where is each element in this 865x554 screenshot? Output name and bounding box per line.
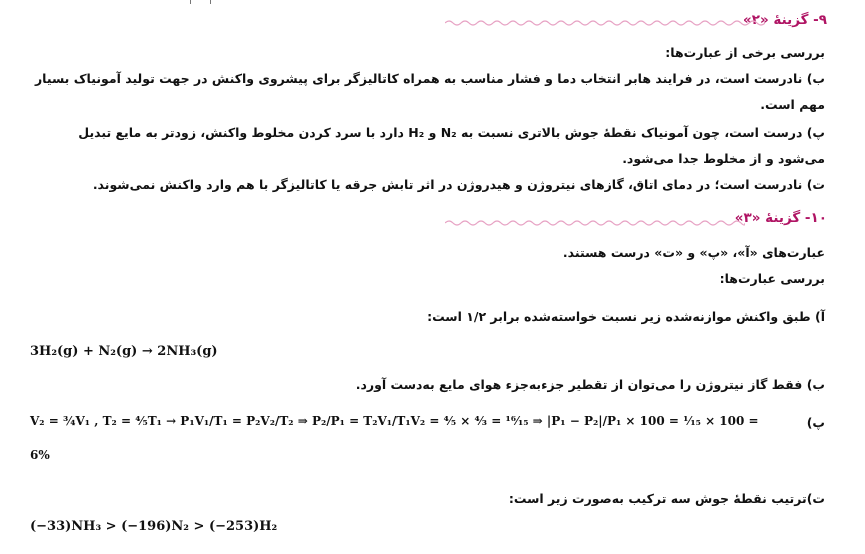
q9-review: بررسی برخی از عبارت‌ها: — [665, 45, 825, 60]
q10-t-formula: (−33)NH₃ > (−196)N₂ > (−253)H₂ — [30, 519, 278, 534]
q10-p-formula: V₂ = ¾V₁ , T₂ = ⁴⁄₅T₁ → P₁V₁/T₁ = P₂V₂/T₂ ⇒ P₂/P₁ = T₂V₁/T₁V₂ = ⁴⁄₅ × ⁴⁄₃ = ¹⁶⁄₁₅ ⇒ |P₁ − P₂|/P₁ × 100 = ¹⁄₁₅ × 100 = 6% — [30, 414, 759, 462]
q10-a-line: آ) طبق واکنش موازنه‌شده زیر نسبت خواسته‌شده برابر ۱/۲ است: — [427, 309, 825, 324]
q10-review: بررسی عبارت‌ها: — [719, 271, 825, 286]
q9-p-line1: پ) درست است، چون آمونیاک نقطهٔ جوش بالاتری نسبت به N₂ و H₂ دارد با سرد کردن مخلوط واکنش، زودتر به مایع تبدیل — [78, 125, 825, 140]
q10-a-formula: 3H₂(g) + N₂(g) → 2NH₃(g) — [30, 344, 218, 359]
q10-t-line: ت)ترتیب نقطهٔ جوش سه ترکیب به‌صورت زیر است: — [508, 491, 825, 506]
q9-b-line1: ب) نادرست است، در فرایند هابر انتخاب دما و فشار مناسب به همراه کاتالیزگر برای پیشروی واکنش در جهت تولید آمونیاک بسیار — [34, 71, 825, 86]
top-mark — [210, 0, 211, 4]
q10-wave-divider — [445, 219, 745, 227]
q9-header: ۹- گزینهٔ «۲» — [743, 12, 827, 28]
q10-header: ۱۰- گزینهٔ «۳» — [734, 210, 827, 226]
q10-p-label: پ) — [806, 415, 825, 430]
q9-p-line2: می‌شود و از مخلوط جدا می‌شود. — [622, 151, 825, 166]
q9-wave-divider — [445, 19, 765, 27]
top-mark — [190, 0, 191, 4]
q10-correct: عبارت‌های «آ»، «پ» و «ت» درست هستند. — [562, 245, 825, 260]
q10-b-line: ب) فقط گاز نیتروژن را می‌توان از تقطیر جزءبه‌جزء هوای مایع به‌دست آورد. — [355, 377, 825, 392]
q9-b-line2: مهم است. — [760, 97, 825, 112]
q9-t-line: ت) نادرست است؛ در دمای اتاق، گازهای نیتروژن و هیدروژن در اثر تابش جرقه یا کاتالیزگر با هم وارد واکنش نمی‌شوند. — [92, 177, 825, 192]
